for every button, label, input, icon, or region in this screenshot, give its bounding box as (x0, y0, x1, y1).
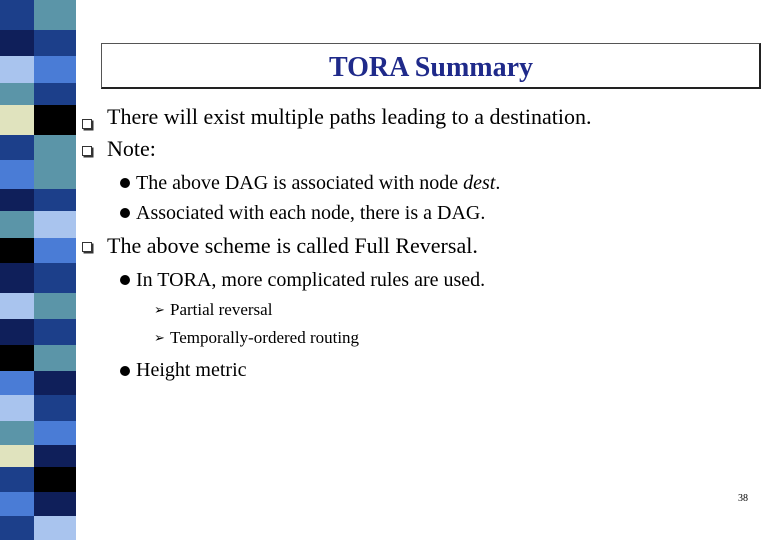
strip-block (0, 445, 34, 467)
strip-block (34, 345, 76, 371)
strip-block (0, 371, 34, 395)
strip-block (0, 516, 34, 540)
strip-block (34, 516, 76, 540)
strip-block (0, 421, 34, 445)
round-bullet-icon (120, 275, 130, 285)
subsubbullet-temporally-ordered: Temporally-ordered routing (170, 328, 360, 347)
strip-block (34, 293, 76, 319)
strip-block (34, 56, 76, 83)
strip-block (0, 135, 34, 160)
subbullet-height-metric: Height metric (136, 359, 247, 381)
strip-block (34, 0, 76, 30)
strip-block (34, 211, 76, 238)
strip-block (34, 263, 76, 293)
strip-block (34, 160, 76, 189)
round-bullet-icon (120, 178, 130, 188)
page-number: 38 (738, 493, 748, 504)
strip-block (34, 83, 76, 105)
subbullet-tora-rules: In TORA, more complicated rules are used. (136, 269, 486, 291)
strip-block (0, 211, 34, 238)
arrow-bullet-icon: ➢ (154, 303, 165, 318)
strip-block (0, 105, 34, 135)
strip-block (0, 83, 34, 105)
strip-block (34, 238, 76, 263)
bullet-full-reversal: The above scheme is called Full Reversal. (107, 233, 478, 258)
subbullet-dag-dest: The above DAG is associated with node dest. (136, 172, 501, 194)
strip-block (0, 56, 34, 83)
strip-block (0, 395, 34, 421)
strip-block (34, 467, 76, 492)
strip-block (34, 492, 76, 516)
strip-block (0, 492, 34, 516)
strip-block (0, 263, 34, 293)
arrow-bullet-icon: ➢ (154, 331, 165, 346)
bullet-paths: There will exist multiple paths leading to a destination. (107, 104, 592, 129)
square-bullet-icon (82, 146, 92, 156)
strip-block (0, 30, 34, 56)
bullet-note: Note: (107, 136, 156, 161)
strip-block (0, 189, 34, 211)
strip-block (0, 293, 34, 319)
subbullet-dag-each-node: Associated with each node, there is a DAG. (136, 202, 486, 224)
strip-block (34, 421, 76, 445)
square-bullet-icon (82, 119, 92, 129)
strip-block (0, 238, 34, 263)
strip-block (34, 135, 76, 160)
strip-block (0, 319, 34, 345)
strip-block (34, 395, 76, 421)
round-bullet-icon (120, 366, 130, 376)
strip-block (0, 0, 34, 30)
strip-block (34, 189, 76, 211)
strip-block (34, 105, 76, 135)
square-bullet-icon (82, 242, 92, 252)
strip-block (34, 319, 76, 345)
strip-block (34, 445, 76, 467)
strip-block (0, 345, 34, 371)
round-bullet-icon (120, 208, 130, 218)
strip-block (0, 160, 34, 189)
decorative-left-strip (0, 0, 76, 540)
strip-block (0, 467, 34, 492)
strip-block (34, 30, 76, 56)
slide-title: TORA Summary (328, 52, 534, 83)
subsubbullet-partial-reversal: Partial reversal (170, 300, 273, 319)
strip-block (34, 371, 76, 395)
